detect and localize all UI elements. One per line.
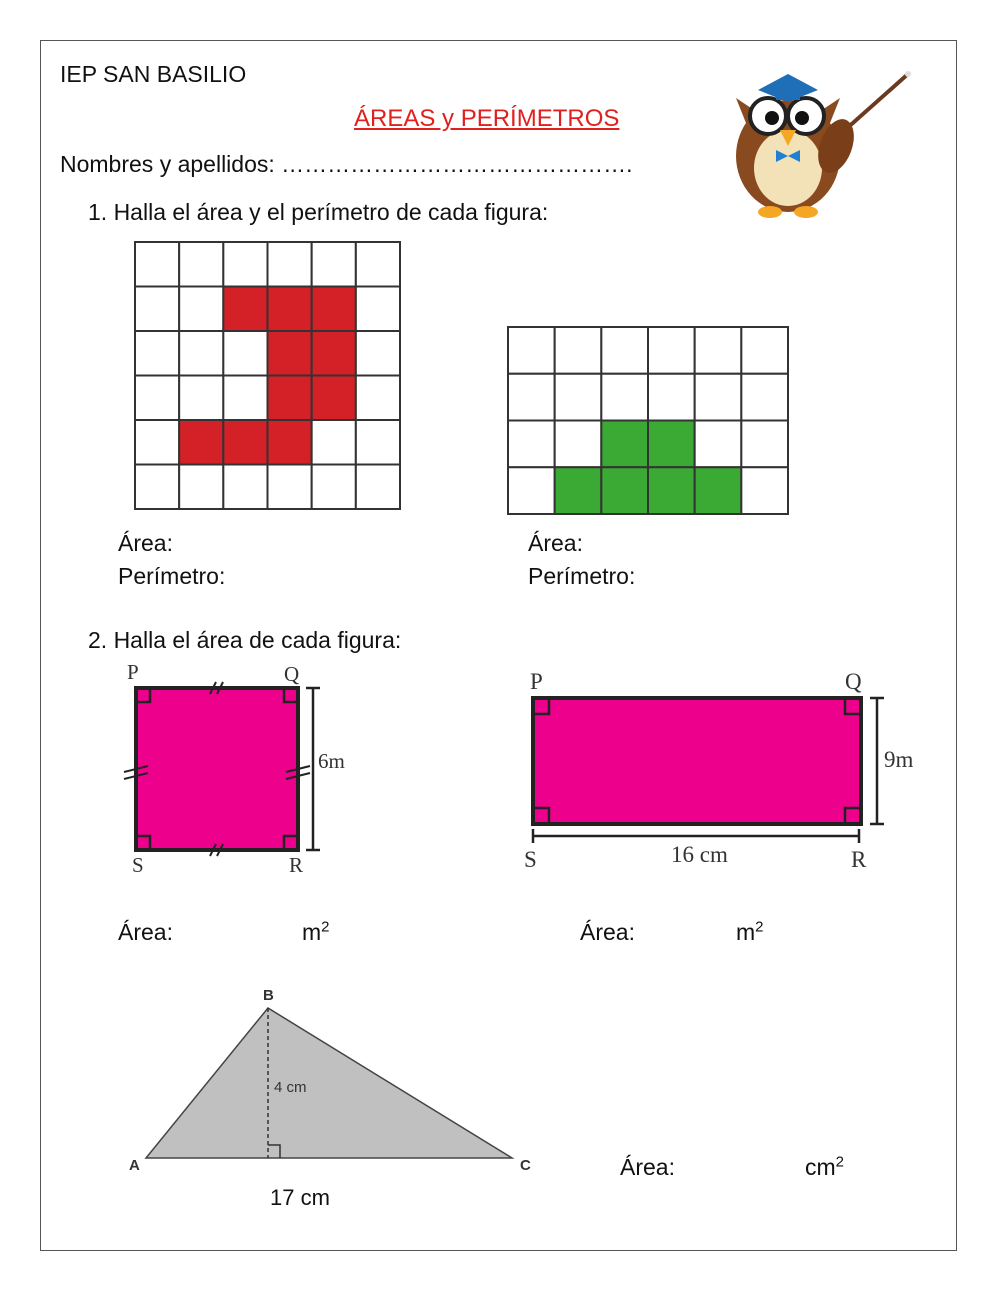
square-area-unit: $m^2$	[302, 918, 330, 945]
square-side-label: 6m	[318, 749, 345, 773]
grid-cell	[179, 287, 223, 332]
rectangle-area-label: Área:	[580, 919, 635, 945]
grid-cell-filled	[648, 421, 695, 468]
grid-cell-filled	[179, 420, 223, 465]
question-1-instruction: 1. Halla el área y el perímetro de cada figura:	[88, 199, 549, 225]
square-label-q: Q	[284, 662, 300, 686]
triangle-area-label: Área:	[620, 1154, 675, 1180]
grid-cell	[268, 242, 312, 287]
grid-cell-filled	[312, 376, 356, 421]
grid-cell	[741, 467, 788, 514]
grid-cell	[356, 331, 400, 376]
grid-right	[507, 326, 789, 515]
grid-cell	[179, 242, 223, 287]
grid-cell	[508, 374, 555, 421]
triangle-label-b: B	[263, 987, 274, 1004]
grid-cell	[555, 327, 602, 374]
triangle-base-label: 17 cm	[270, 1185, 330, 1210]
grid-cell	[179, 376, 223, 421]
grid-cell	[695, 421, 742, 468]
grid-cell-filled	[223, 287, 267, 332]
triangle-area-unit: $cm^2$	[805, 1153, 845, 1180]
grid-cell	[741, 374, 788, 421]
rectangle-label-r: R	[851, 847, 867, 872]
grid-cell	[601, 327, 648, 374]
triangle-label-c: C	[520, 1157, 531, 1174]
square-area-label: Área:	[118, 919, 173, 945]
grid-cell	[179, 465, 223, 510]
grid-cell-filled	[555, 467, 602, 514]
question-2-instruction: 2. Halla el área de cada figura:	[88, 627, 402, 653]
grid-cell	[508, 467, 555, 514]
grid-cell	[135, 465, 179, 510]
rectangle-label-p: P	[530, 669, 543, 694]
grid-cell	[312, 242, 356, 287]
grid-cell	[695, 327, 742, 374]
grid-cell-filled	[312, 331, 356, 376]
rectangle-base-label: 16 cm	[671, 842, 728, 867]
grid-cell-filled	[648, 467, 695, 514]
grid-cell	[648, 327, 695, 374]
rectangle-area-unit: $m^2$	[736, 918, 764, 945]
grid-cell-filled	[268, 376, 312, 421]
grid-cell-filled	[223, 420, 267, 465]
school-name: IEP SAN BASILIO	[60, 61, 247, 87]
grid-cell	[312, 420, 356, 465]
grid-cell	[356, 242, 400, 287]
grid-cell	[135, 331, 179, 376]
grid-cell	[223, 331, 267, 376]
grid-cell	[356, 376, 400, 421]
grid-cell	[648, 374, 695, 421]
grid-cell	[508, 421, 555, 468]
square-label-p: P	[127, 660, 139, 684]
triangle-label-a: A	[129, 1157, 140, 1174]
left-perimeter-label: Perímetro:	[118, 563, 226, 589]
triangle-height-label: 4 cm	[274, 1079, 307, 1096]
grid-cell	[601, 374, 648, 421]
right-perimeter-label: Perímetro:	[528, 563, 636, 589]
square-figure	[120, 680, 340, 860]
grid-cell	[356, 465, 400, 510]
grid-cell-filled	[601, 467, 648, 514]
left-area-label: Área:	[118, 530, 173, 556]
square-label-s: S	[132, 853, 144, 877]
grid-cell-filled	[268, 287, 312, 332]
grid-cell-filled	[268, 331, 312, 376]
grid-cell-filled	[312, 287, 356, 332]
name-field-label[interactable]: Nombres y apellidos: ……………………………………….	[60, 151, 633, 177]
grid-left	[134, 241, 401, 510]
rectangle-height-label: 9m	[884, 747, 914, 772]
grid-cell-filled	[268, 420, 312, 465]
rectangle-figure	[525, 690, 895, 850]
grid-cell	[356, 420, 400, 465]
grid-cell	[508, 327, 555, 374]
grid-cell	[135, 287, 179, 332]
grid-cell	[135, 242, 179, 287]
rectangle-label-s: S	[524, 847, 537, 872]
grid-cell	[741, 421, 788, 468]
triangle-figure	[140, 1000, 520, 1165]
grid-cell	[223, 465, 267, 510]
rectangle-label-q: Q	[845, 669, 862, 694]
right-area-label: Área:	[528, 530, 583, 556]
grid-cell-filled	[601, 421, 648, 468]
owl-teacher-icon	[728, 68, 918, 218]
grid-cell	[312, 465, 356, 510]
grid-cell-filled	[695, 467, 742, 514]
grid-cell	[695, 374, 742, 421]
grid-cell	[268, 465, 312, 510]
page-title: ÁREAS y PERÍMETROS	[354, 105, 620, 132]
grid-cell	[223, 242, 267, 287]
grid-cell	[555, 374, 602, 421]
grid-cell	[135, 376, 179, 421]
grid-cell	[741, 327, 788, 374]
grid-cell	[223, 376, 267, 421]
grid-cell	[179, 331, 223, 376]
grid-cell	[356, 287, 400, 332]
grid-cell	[555, 421, 602, 468]
square-label-r: R	[289, 853, 304, 877]
grid-cell	[135, 420, 179, 465]
